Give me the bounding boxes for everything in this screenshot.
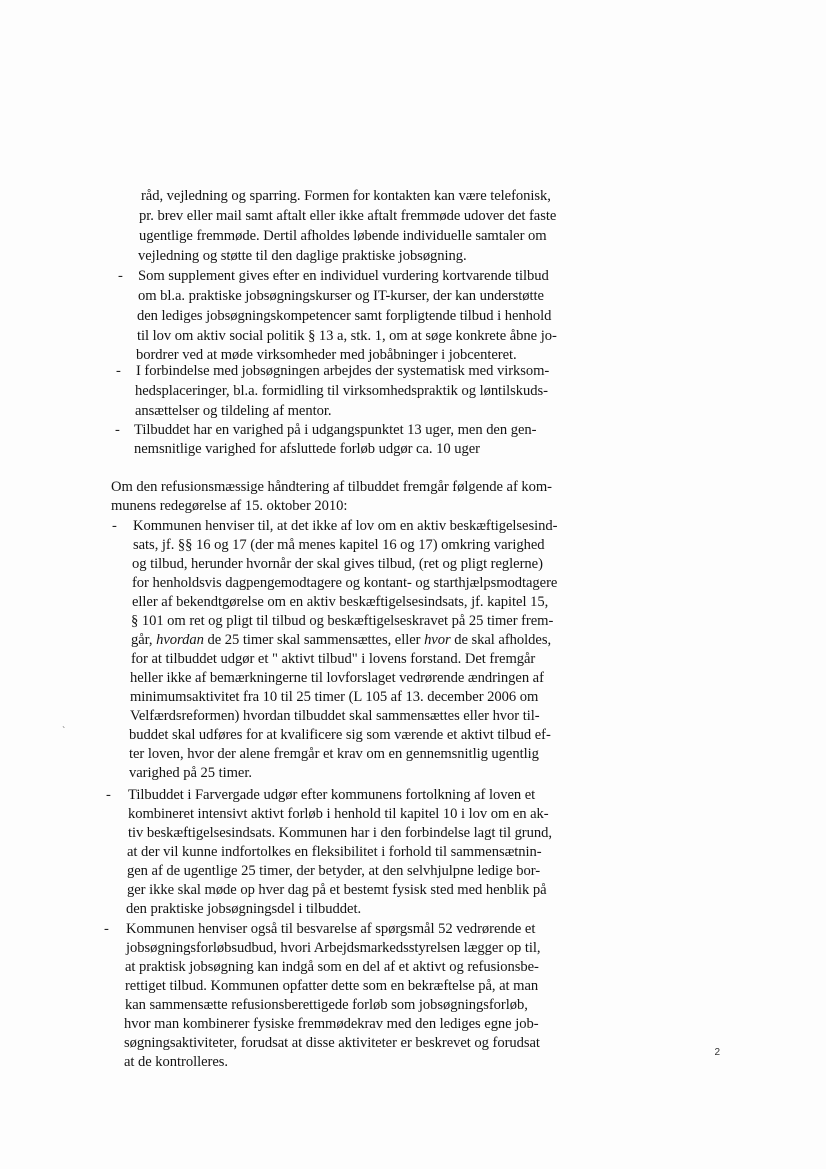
bullet-dash: - (115, 422, 120, 438)
text-line: råd, vejledning og sparring. Formen for kontakten kan være telefonisk, (141, 188, 551, 204)
text-line: den praktiske jobsøgningsdel i tilbuddet. (126, 901, 362, 917)
text-line: munens redegørelse af 15. oktober 2010: (111, 498, 348, 514)
text-line: hvor man kombinerer fysiske fremmødekrav med den lediges egne job- (124, 1016, 539, 1032)
text-line: rettiget tilbud. Kommunen opfatter dette som en bekræftelse på, at man (125, 978, 539, 994)
text-line: den lediges jobsøgningskompetencer samt forpligtende tilbud i henhold (137, 308, 552, 324)
bullet-dash: - (112, 518, 117, 534)
text-line: I forbindelse med jobsøgningen arbejdes der systematisk med virksom- (136, 363, 550, 379)
text-line: ansættelser og tildeling af mentor. (135, 403, 332, 419)
bullet-dash: - (118, 268, 123, 284)
text-line: ger ikke skal møde op hver dag på et bestemt fysisk sted med henblik på (127, 882, 547, 898)
text-line: at praktisk jobsøgning kan indgå som en del af et aktivt og refusionsbe- (125, 959, 539, 975)
text-line-italic-mixed: går, hvordan de 25 timer skal sammensættes, eller hvor de skal afholdes, (131, 632, 552, 648)
text-line: § 101 om ret og pligt til tilbud og beskæftigelseskravet på 25 timer frem- (131, 613, 554, 629)
page-number: 2 (714, 1047, 720, 1058)
text-line: jobsøgningsforløbsudbud, hvori Arbejdsmarkedsstyrelsen lægger op til, (126, 940, 541, 956)
text-line: buddet skal udføres for at kvalificere sig som værende et aktivt tilbud ef- (129, 727, 551, 743)
text-line: tiv beskæftigelsesindsats. Kommunen har i den forbindelse lagt til grund, (128, 825, 552, 841)
text-line: hedsplaceringer, bl.a. formidling til virksomhedspraktik og løntilskuds- (135, 383, 548, 399)
text-line: for at tilbuddet udgør et " aktivt tilbud" i lovens forstand. Det fremgår (131, 651, 536, 667)
text-line: varighed på 25 timer. (129, 765, 252, 781)
text-line: gen af de ugentlige 25 timer, der betyder, at den selvhjulpne ledige bor- (127, 863, 541, 879)
bullet-dash: - (104, 921, 109, 937)
text-line: søgningsaktiviteter, forudsat at disse aktiviteter er beskrevet og forudsat (124, 1035, 540, 1051)
text-line: at der vil kunne indfortolkes en fleksibilitet i forhold til sammensætnin- (127, 844, 542, 860)
scan-mark: ` (62, 726, 66, 737)
text-line: Velfærdsreformen) hvordan tilbuddet skal sammensættes eller hvor til- (130, 708, 540, 724)
text-line: ugentlige fremmøde. Dertil afholdes løbende individuelle samtaler om (139, 228, 547, 244)
text-line: til lov om aktiv social politik § 13 a, stk. 1, om at søge konkrete åbne jo- (137, 328, 557, 344)
text-line: kombineret intensivt aktivt forløb i henhold til kapitel 10 i lov om en ak- (128, 806, 549, 822)
text-line: og tilbud, herunder hvornår der skal gives tilbud, (ret og pligt reglerne) (132, 556, 543, 572)
text-line: for henholdsvis dagpengemodtagere og kontant- og starthjælpsmodtagere (132, 575, 558, 591)
text-line: Tilbuddet har en varighed på i udgangspunktet 13 uger, men den gen- (134, 422, 537, 438)
text-line: Som supplement gives efter en individuel vurdering kortvarende tilbud (138, 268, 549, 284)
text-line: ter loven, hvor der alene fremgår et krav om en gennemsnitlig ugentlig (129, 746, 539, 762)
text-line: pr. brev eller mail samt aftalt eller ikke aftalt fremmøde udover det faste (139, 208, 557, 224)
text-line: nemsnitlige varighed for afsluttede forløb udgør ca. 10 uger (134, 441, 480, 457)
text-line: minimumsaktivitet fra 10 til 25 timer (L 105 af 13. december 2006 om (130, 689, 539, 705)
text-line: Om den refusionsmæssige håndtering af tilbuddet fremgår følgende af kom- (111, 479, 552, 495)
text-line: Tilbuddet i Farvergade udgør efter kommunens fortolkning af loven et (128, 787, 536, 803)
text-line: at de kontrolleres. (124, 1054, 229, 1070)
bullet-dash: - (116, 363, 121, 379)
text-line: heller ikke af bemærkningerne til lovforslaget vedrørende ændringen af (130, 670, 544, 686)
text-line: sats, jf. §§ 16 og 17 (der må menes kapitel 16 og 17) omkring varighed (133, 537, 545, 553)
text-line: Kommunen henviser også til besvarelse af spørgsmål 52 vedrørende et (126, 921, 536, 937)
text-line: kan sammensætte refusionsberettigede forløb som jobsøgningsforløb, (125, 997, 528, 1013)
text-line: eller af bekendtgørelse om en aktiv beskæftigelsesindsats, jf. kapitel 15, (132, 594, 549, 610)
text-line: Kommunen henviser til, at det ikke af lov om en aktiv beskæftigelsesind- (133, 518, 558, 534)
text-line: om bl.a. praktiske jobsøgningskurser og IT-kurser, der kan understøtte (138, 288, 544, 304)
text-line: vejledning og støtte til den daglige praktiske jobsøgning. (138, 248, 467, 264)
bullet-dash: - (106, 787, 111, 803)
text-line: bordrer ved at møde virksomheder med jobåbninger i jobcenteret. (136, 347, 517, 363)
